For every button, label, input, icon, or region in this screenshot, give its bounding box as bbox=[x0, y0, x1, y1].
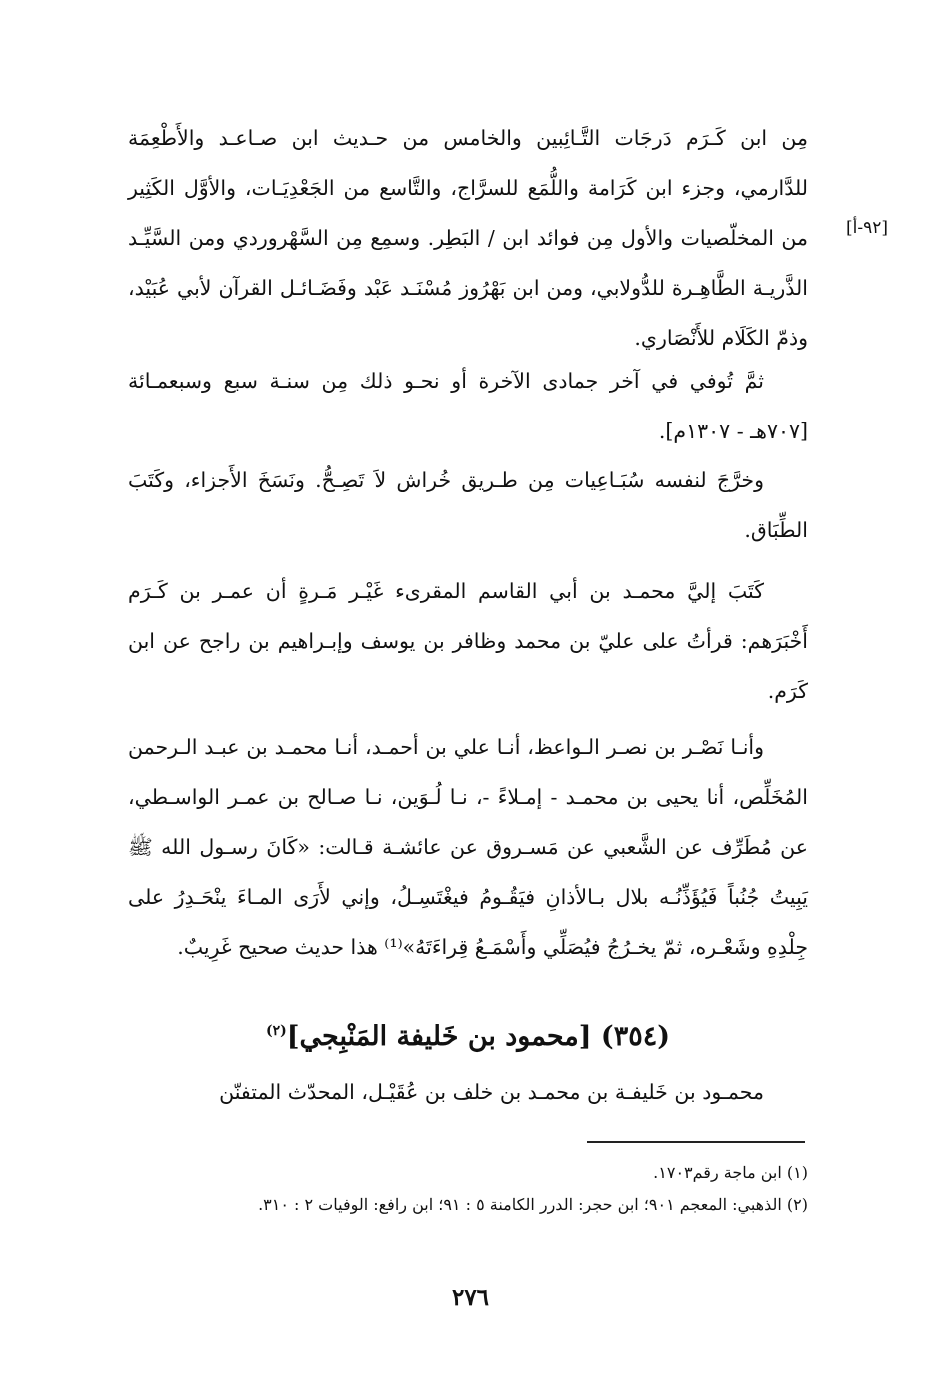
body-paragraph-3 bbox=[128, 455, 808, 555]
body-paragraph-1 bbox=[128, 113, 808, 363]
paragraph-text: كَتَبَ إليَّ محمـد بن أبي القاسم المقرىء غَيْـر مَـرةٍ أن عمـر بن كَـرَم أَخْبَرَهم: قرأتُ على عليّ بن محمد وظافر بن يوسف وإبـراهيم بن راجح عن ابن كَرَم. bbox=[128, 579, 808, 703]
footnote-separator bbox=[587, 1141, 805, 1143]
body-paragraph-4 bbox=[128, 566, 808, 716]
paragraph-text: مِن ابن كَـرَم دَرجَات التَّـائِبين والخامس من حـديث ابن صـاعـد والأَطْعِمَة للدَّارمي، وجزء ابن كَرَامة واللُّمَع للسرَّاج، والتَّاسع من الجَعْدِيَـات، والأوَّل الكَثِير من المخلّصيات والأول مِن فوائد ابن / البَطِر. وسمِع مِن السَّهْروردي ومن السَّيِّـد الذَّريـة الطَّاهِـرة للدُّولابي، ومن ابن بَهْرُوز مُسْنَـد عَبْد وفَضَـائـل القرآن لأبي عُبَيْد، وذمّ الكَلَام للأَنْصَاري. bbox=[128, 126, 808, 350]
entry-heading bbox=[128, 1008, 808, 1060]
manuscript-folio-reference: [٩٢-أ] bbox=[845, 218, 888, 238]
paragraph-text: وخرَّجَ لنفسه سُبَـاعِيات مِن طـريق خُراش لاَ تَصِـحُّ. ونَسَخَ الأَجزاء، وكَتَبَ الطِّبَاق. bbox=[128, 468, 808, 542]
paragraph-text: وأنـا نَصْـر بن نصـر الـواعظ، أنـا علي بن أحمـد، أنـا محمـد بن عبـد الـرحمن المُخَلِّص، أنا يحيى بن محمـد - إمـلاءً -، نـا لُـوَين، نـا صـالح بن عمـر الواسـطي، عن مُطَرِّف عن الشَّعبي عن مَسـروق عن عائشـة قـالت: «كَانَ رسـول الله ﷺ يَبِيتُ جُنُباً فَيُؤَذِّنُـه بلال بـالأذانِ فيَقُـومُ فيغْتَسِـلُ، وإني لأَرَى المـاءَ ينْحَـدِرُ على جِلْدِهِ وشَعْـره، ثمّ يخـرُجُ فيُصَلِّي وأَسْمَـعُ قِراءَتَهُ»⁽¹⁾ هذا حديث صحيح غَرِيبٌ. bbox=[128, 735, 808, 959]
entry-heading-text: (٣٥٤) [محمود بن خَليفة المَنْبِجي] bbox=[286, 1021, 671, 1052]
paragraph-text: ثمَّ تُوفي في آخر جمادى الآخرة أو نحـو ذلك مِن سنـة سبع وسبعمـائة [٧٠٧هـ - ١٣٠٧م]. bbox=[128, 369, 808, 443]
page-number: ٢٧٦ bbox=[451, 1284, 490, 1311]
footnote-2: (٢) الذهبي: المعجم ٩٠١؛ ابن حجر: الدرر الكامنة ٥ : ٩١؛ ابن رافع: الوفيات ٢ : ٣١٠. bbox=[258, 1195, 808, 1214]
paragraph-text: محمـود بن خَليفـة بن محمـد بن خلف بن عُقَيْـل، المحدّث المتفنّن bbox=[219, 1080, 764, 1104]
body-paragraph-5 bbox=[128, 722, 808, 972]
body-paragraph-2 bbox=[128, 356, 808, 456]
body-paragraph-6 bbox=[128, 1067, 808, 1117]
heading-footnote-marker: (٢) bbox=[265, 1023, 287, 1039]
footnote-1: (١) ابن ماجة رقم١٧٠٣. bbox=[653, 1163, 808, 1182]
footnotes bbox=[128, 1157, 808, 1221]
